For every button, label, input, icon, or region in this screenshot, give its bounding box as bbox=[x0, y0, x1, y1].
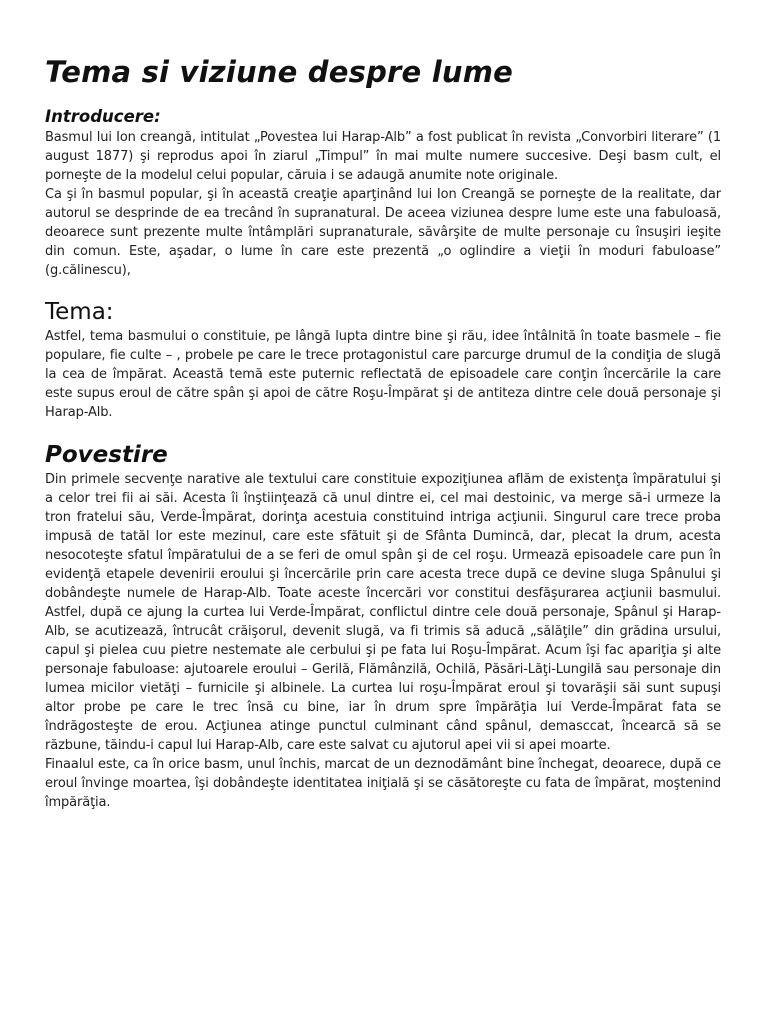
theme-heading: Tema: bbox=[45, 299, 114, 325]
introduction-paragraph-1: Basmul lui Ion creangă, intitulat „Povestea lui Harap-Alb” a fost publicat în revista „Convorbiri literare” (1 august 1877) şi reprodus apoi în ziarul „Timpul” în mai multe numere succesive. Deşi basm cult, el porneşte de la modelul celui popular, căruia i se adaugă anumite note originale. bbox=[45, 130, 721, 183]
document-page bbox=[45, 52, 721, 812]
introduction-paragraph-2: Ca şi în basmul popular, şi în această creaţie aparţinând lui Ion Creangă se porneşte de la realitate, dar autorul se desprinde de ea trecând în supranatural. De aceea viziunea despre lume este una fabuloasă, deoarece sunt prezente multe întâmplări supranaturale, săvârşite de multe personaje cu însuşiri ieşite din comun. Este, aşadar, o lume în care este prezentă „o oglindire a vieţii în moduri fabuloase” (g.călinescu), bbox=[45, 187, 721, 278]
theme-paragraph: Astfel, tema basmului o constituie, pe lângă lupta dintre bine şi rău, idee întâlnită în toate basmele – fie populare, fie culte – , probele pe care le trece protagonistul care parcurge drumul de la condiţia de slugă la cea de împărat. Această temă este puternic reflectată de episoadele care conţin încercările la care este supus eroul de către spân şi apoi de către Roşu-Împărat şi de antiteza dintre cele două personaje şi Harap-Alb. bbox=[45, 329, 721, 420]
story-paragraph-2: Finaalul este, ca în orice basm, unul închis, marcat de un deznodământ bine închegat, deoarece, după ce eroul învinge moartea, îşi dobândeşte identitatea iniţială şi se căsătoreşte cu fata de împărat, moştenind împărăţia. bbox=[45, 757, 721, 810]
introduction-heading: Introducere: bbox=[45, 107, 161, 126]
story-heading: Povestire bbox=[45, 442, 168, 468]
story-paragraph-1: Din primele secvenţe narative ale textului care constituie expoziţiunea aflăm de existenţa împăratului şi a celor trei fii ai săi. Acesta îi înştiinţează că unul dintre ei, cel mai destoinic, va merge să-i urmeze la tron fratelui său, Verde-Împărat, dorinţa acestuia constituind intriga acţiunii. Singurul care trece proba impusă de tatăl lor este mezinul, care este sfătuit şi de Sfânta Dumincă, dar, plecat la drum, acesta nesocoteşte sfatul împăratului de a se feri de omul spân şi de cel roşu. Urmează episoadele care pun în evidenţă etapele devenirii eroului şi încercările prin care acesta trece după ce devine sluga Spânului şi dobândeşte numele de Harap-Alb. Toate aceste încercări vor constitui desfăşurarea acţiunii basmului. Astfel, după ce ajung la curtea lui Verde-Împărat, conflictul dintre cele două personaje, Spânul şi Harap-Alb, se acutizează, întrucât crăişorul, devenit slugă, va fi trimis să aducă „sălăţile” din grădina ursului, capul şi pielea cuu pietre nestemate ale cerbului şi pe fata lui Roşu-Împărat. Acum îşi fac apariţia şi alte personaje fabuloase: ajutoarele eroului – Gerilă, Flămânzilă, Ochilă, Păsări-Lăţi-Lungilă sau personaje din lumea micilor vietăţi – furnicile şi albinele. La curtea lui roşu-Împărat eroul şi tovarăşii săi sunt supuşi altor probe pe care le trec însă cu bine, iar în drum spre împărăţia lui Verde-Împărat fata se îndrăgosteşte de erou. Acţiunea atinge punctul culminant când spânul, demasccat, încearcă să se răzbune, tăindu-i capul lui Harap-Alb, care este salvat cu ajutorul apei vii si apei moarte. bbox=[45, 472, 721, 753]
page-title: Tema si viziune despre lume bbox=[45, 55, 513, 89]
